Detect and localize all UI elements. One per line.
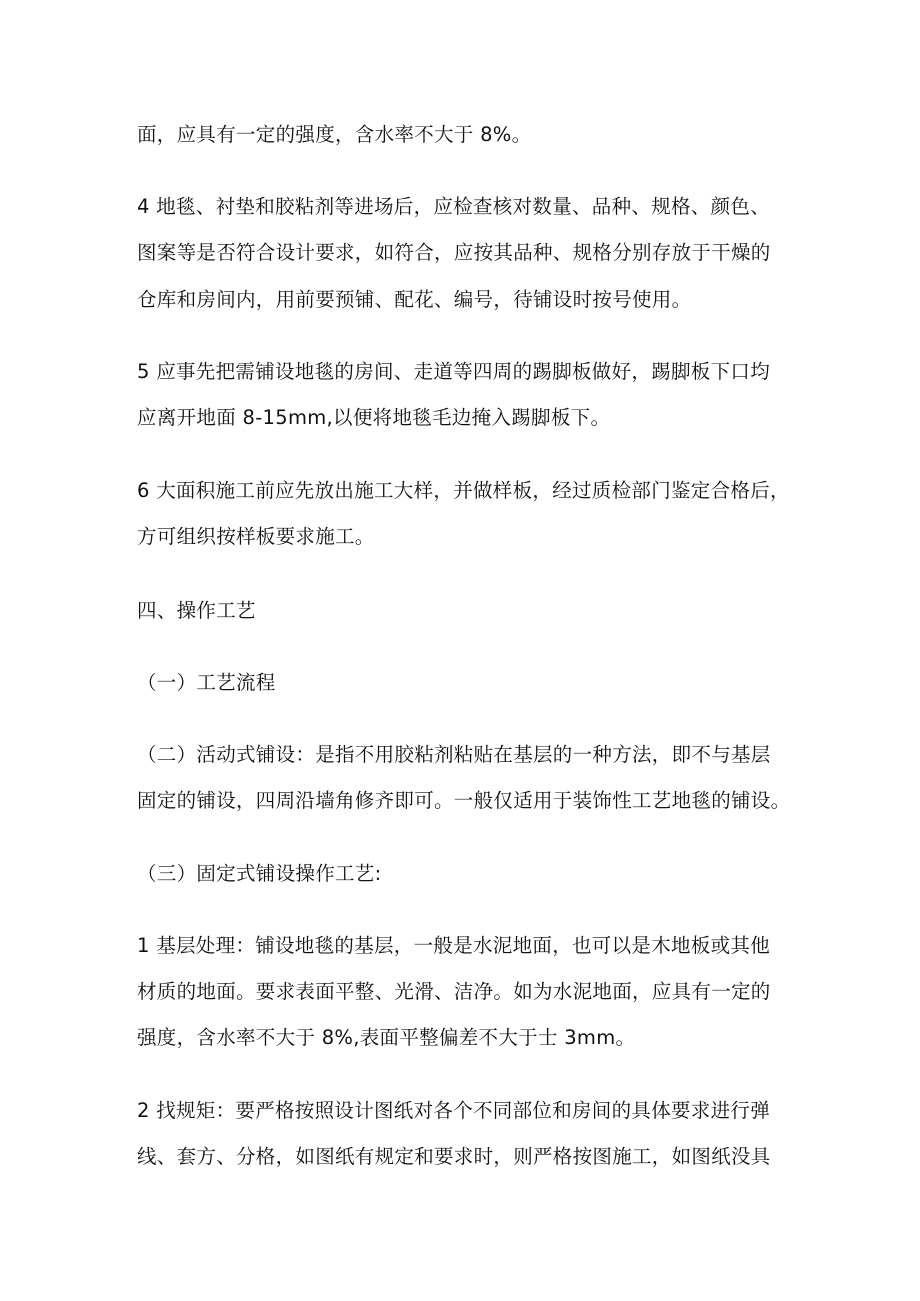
text-line: 强度，含水率不大于 8%,表面平整偏差不大于士 3mm。 [137,1026,636,1049]
text-line: （二）活动式铺设：是指不用胶粘剂粘贴在基层的一种方法，即不与基层 [137,743,771,766]
text-line: 仓库和房间内，用前要预铺、配花、编号，待铺设时按号使用。 [137,288,692,311]
text-line: 6 大面积施工前应先放出施工大样，并做样板，经过质检部门鉴定合格后， [137,479,790,502]
text-line: 线、套方、分格，如图纸有规定和要求时，则严格按图施工，如图纸没具 [137,1145,771,1168]
text-line: 固定的铺设，四周沿墙角修齐即可。一般仅适用于装饰性工艺地毯的铺设。 [137,789,791,812]
subsection-heading: （一）工艺流程 [137,671,276,694]
text-line: 图案等是否符合设计要求，如符合，应按其品种、规格分别存放于干燥的 [137,241,771,264]
section-heading: 四、操作工艺 [137,599,256,622]
subsection-heading: （三）固定式铺设操作工艺: [137,862,382,885]
text-line: 方可组织按样板要求施工。 [137,525,375,548]
text-line: 材质的地面。要求表面平整、光滑、洁净。如为水泥地面，应具有一定的 [137,980,771,1003]
text-line: 面，应具有一定的强度，含水率不大于 8%。 [137,123,532,146]
text-line: 2 找规矩：要严格按照设计图纸对各个不同部位和房间的具体要求进行弹 [137,1099,771,1122]
text-line: 1 基层处理：铺设地毯的基层，一般是水泥地面，也可以是木地板或其他 [137,934,771,957]
text-line: 应离开地面 8-15mm,以便将地毯毛边掩入踢脚板下。 [137,406,611,429]
text-line: 4 地毯、衬垫和胶粘剂等进场后，应检查核对数量、品种、规格、颜色、 [137,195,771,218]
text-line: 5 应事先把需铺设地毯的房间、走道等四周的踢脚板做好，踢脚板下口均 [137,360,771,383]
